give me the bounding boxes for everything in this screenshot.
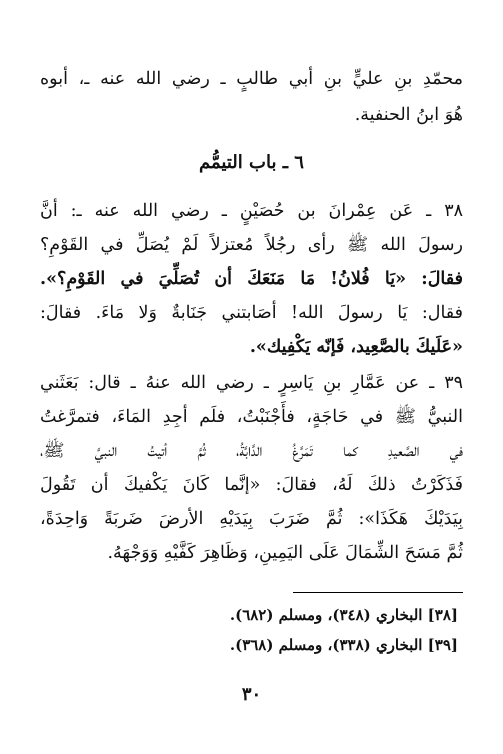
hadith-39-line-6: ثُمَّ مَسَحَ الشِّمَالَ عَلَى اليَمِينِ، وَظَاهِرَ كَفَّيْهِ وَوَجْهَهُ. — [107, 543, 463, 563]
footnote-39: [٣٩] البخاري (٣٣٨)، ومسلم (٣٦٨). — [229, 636, 458, 654]
page-number: ٣٠ — [241, 684, 262, 705]
hadith-38-line-4: فقال: يَا رسولَ الله! أصَابتني جَنَابةٌ وَلا مَاءَ. فقالَ: — [40, 303, 463, 323]
hadith-38-line-5: «عَلَيكَ بالصَّعِيد، فَإنّه يَكْفِيك». — [249, 337, 463, 357]
hadith-39-line-4: فَذَكَرْتُ ذلكَ لَهُ، فقالَ: «إنَّما كَانَ يَكْفيكَ أن تَقُولَ — [40, 475, 463, 495]
hadith-38-line-3: فقالَ: «يَا فُلانُ! مَا مَنَعَكَ أن تُصَلِّيَ في القَوْمِ؟». — [40, 269, 463, 289]
footnote-divider — [293, 592, 463, 593]
hadith-39-line-1: ٣٩ ـ عن عَمَّارِ بنِ يَاسِرٍ ـ رضي الله عنهُ ـ قال: بَعَثَني — [40, 373, 463, 393]
hadith-38-line-1: ٣٨ ـ عَن عِمْرانَ بن حُصَيْنٍ ـ رضي الله عنه ـ: أنَّ — [40, 201, 463, 221]
footnote-38: [٣٨] البخاري (٣٤٨)، ومسلم (٦٨٢). — [229, 606, 458, 624]
hadith-39-line-3: في الصَّعيدِ كما تَمَرَّغُ الدَّابَّةُ، ثُمَّ أتيتُ النبيَّ ﷺ، — [40, 441, 463, 461]
intro-line-1: محمّدِ بنِ عليٍّ بنِ أبي طالبٍ ـ رضي الله عنه ـ، أبوه — [40, 69, 463, 89]
hadith-39-line-2: النبيُّ ﷺ في حَاجَةٍ، فأَجْنَبْتُ، فلَم أجِدِ المَاءَ، فتمرَّغتُ — [40, 407, 463, 427]
section-heading: ٦ ـ باب التيمُّم — [199, 152, 304, 173]
hadith-39-line-5: بِيَدَيْكَ هَكَذَا»: ثُمَّ ضَرَبَ بِيَدَيْهِ الأرضَ ضَربَةً وَاحِدَةً، — [40, 509, 463, 529]
hadith-38-line-2: رسولَ الله ﷺ رأى رجُلاً مُعتزلاً لَمْ يُصَلِّ في القَوْمِ؟ — [40, 235, 463, 255]
intro-line-2: هُوَ ابنُ الحنفية. — [354, 105, 463, 125]
